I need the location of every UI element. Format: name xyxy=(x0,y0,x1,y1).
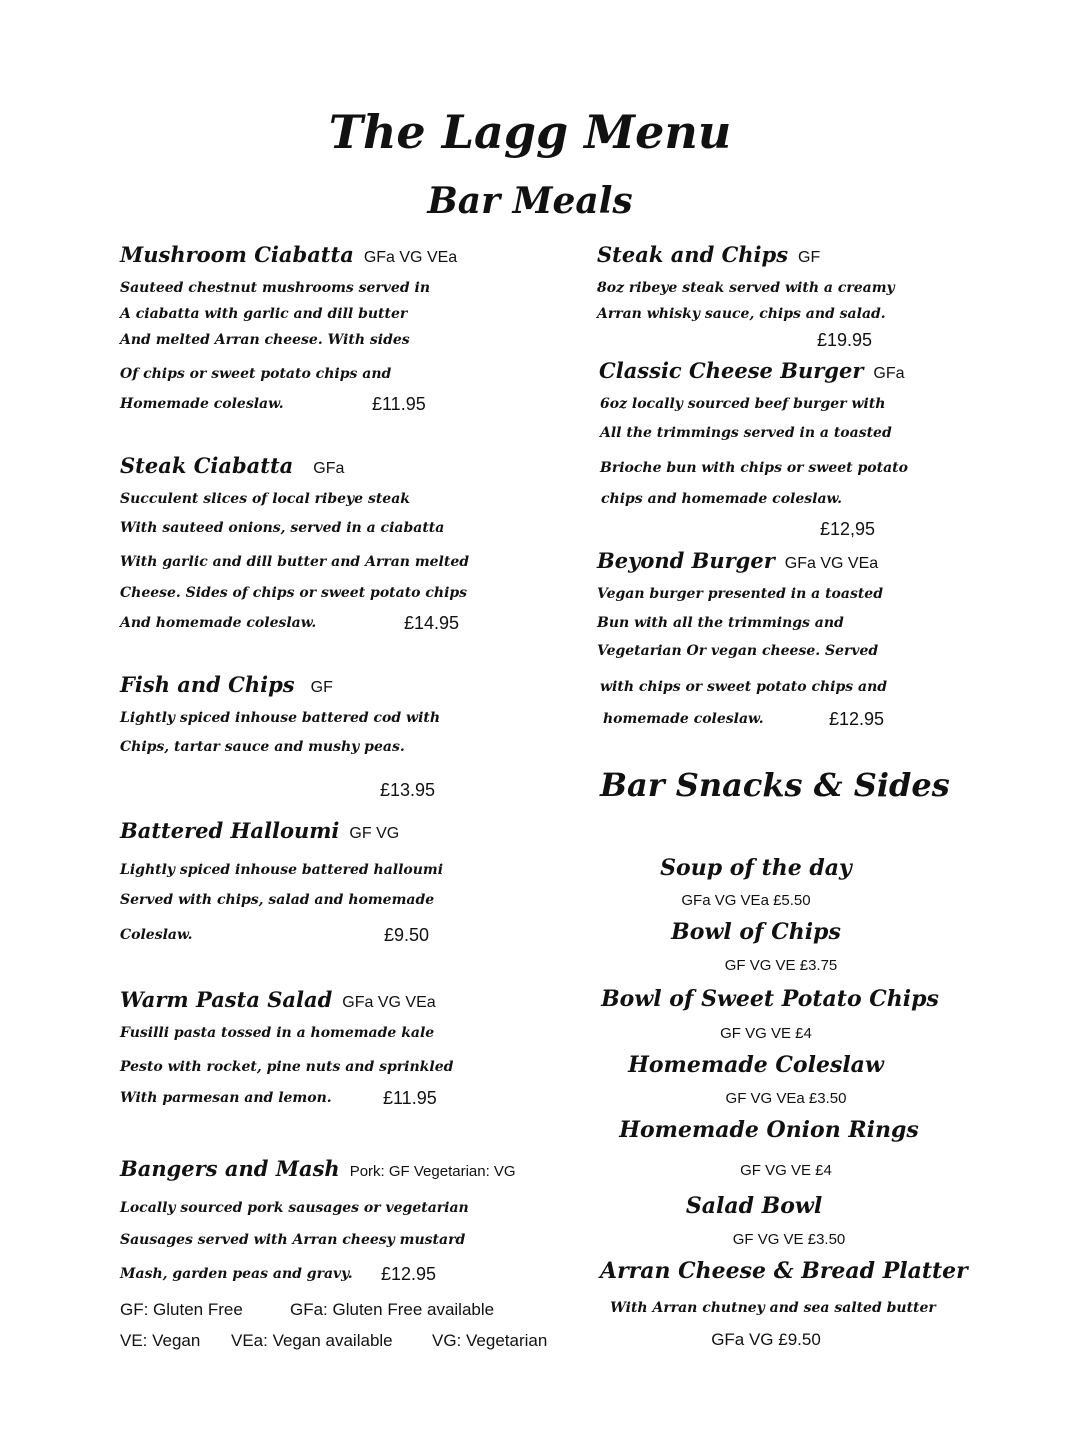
dish-desc-line: Bun with all the trimmings and xyxy=(597,615,844,631)
dish-desc-line: Pesto with rocket, pine nuts and sprinkled xyxy=(120,1059,454,1075)
snack-name: Bowl of Chips xyxy=(671,919,841,945)
dish-name: Bangers and Mash xyxy=(120,1156,340,1181)
legend-vea: VEa: Vegan available xyxy=(231,1331,393,1350)
snack-name: Bowl of Sweet Potato Chips xyxy=(601,986,939,1012)
dish-name: Beyond Burger xyxy=(597,548,775,573)
dish-desc-line: with chips or sweet potato chips and xyxy=(600,679,888,695)
dish-price: £12,95 xyxy=(820,519,876,539)
dish-desc-line: Sauteed chestnut mushrooms served in xyxy=(120,280,431,296)
dish-desc-line: And melted Arran cheese. With sides xyxy=(120,332,410,348)
dish-desc-line: Homemade coleslaw. xyxy=(120,396,284,412)
snack-info: GF VG VE £3.50 xyxy=(732,1231,846,1248)
dish-desc-line: Served with chips, salad and homemade xyxy=(120,892,435,908)
legend-gf: GF: Gluten Free xyxy=(120,1300,243,1319)
dish-tags: GF xyxy=(310,679,333,696)
dish-price: £12.95 xyxy=(829,709,885,729)
dish-title-beyond-burger xyxy=(597,546,878,579)
dish-title-battered-halloumi xyxy=(120,816,399,849)
dish-desc-line: Fusilli pasta tossed in a homemade kale xyxy=(120,1025,435,1041)
legend-gfa: GFa: Gluten Free available xyxy=(290,1300,495,1319)
dish-name: Steak and Chips xyxy=(597,242,789,267)
dish-desc-line: Vegetarian Or vegan cheese. Served xyxy=(597,643,879,659)
dish-desc-line: Cheese. Sides of chips or sweet potato chips xyxy=(120,585,468,601)
dish-title-steak-ciabatta xyxy=(120,451,344,484)
dish-desc-line: With garlic and dill butter and Arran melted xyxy=(120,554,470,570)
dish-tags: GFa VG VEa xyxy=(342,994,436,1011)
dish-tags: Pork: GF Vegetarian: VG xyxy=(349,1163,516,1180)
dish-desc-line: With parmesan and lemon. xyxy=(120,1090,332,1106)
bar-meals-heading: Bar Meals xyxy=(427,180,633,222)
dish-title-warm-pasta-salad xyxy=(120,985,436,1018)
dish-desc-line: Brioche bun with chips or sweet potato xyxy=(600,460,908,476)
dish-name: Classic Cheese Burger xyxy=(599,358,864,383)
dish-desc-line: And homemade coleslaw. xyxy=(120,615,317,631)
dish-desc-line: Coleslaw. xyxy=(120,927,193,943)
menu-title: The Lagg Menu xyxy=(328,105,732,159)
dish-desc-line: Succulent slices of local ribeye steak xyxy=(120,491,410,507)
snack-info: GF VG VE £4 xyxy=(720,1025,812,1042)
dish-price: £13.95 xyxy=(380,780,436,800)
snack-desc: With Arran chutney and sea salted butter xyxy=(610,1300,936,1316)
dish-desc-line: Vegan burger presented in a toasted xyxy=(597,586,884,602)
dish-price: £11.95 xyxy=(372,394,426,414)
dish-title-mushroom-ciabatta xyxy=(120,240,457,273)
dish-desc-line: Arran whisky sauce, chips and salad. xyxy=(597,306,886,322)
dish-desc-line: With sauteed onions, served in a ciabatta xyxy=(120,520,445,536)
dish-name: Warm Pasta Salad xyxy=(120,987,333,1012)
snack-name: Homemade Onion Rings xyxy=(619,1117,919,1143)
dish-desc-line: 6oz locally sourced beef burger with xyxy=(600,396,886,412)
dish-name: Battered Halloumi xyxy=(120,818,340,843)
dish-price: £12.95 xyxy=(381,1264,437,1284)
snack-info: GF VG VEa £3.50 xyxy=(725,1090,847,1107)
dish-title-steak-and-chips xyxy=(597,240,820,273)
dish-title-fish-and-chips xyxy=(120,670,333,703)
dish-tags: GFa xyxy=(313,460,345,477)
snack-info: GF VG VE £4 xyxy=(740,1162,832,1179)
dish-title-classic-cheese-burger xyxy=(599,356,905,389)
snack-name: Soup of the day xyxy=(660,855,852,881)
dish-desc-line: Sausages served with Arran cheesy mustard xyxy=(120,1232,466,1248)
dish-tags: GFa xyxy=(873,365,905,382)
dish-name: Steak Ciabatta xyxy=(120,453,294,478)
legend-ve: VE: Vegan xyxy=(120,1331,201,1350)
dish-name: Mushroom Ciabatta xyxy=(120,242,354,267)
snack-info: GFa VG VEa £5.50 xyxy=(681,892,811,909)
dish-desc-line: Of chips or sweet potato chips and xyxy=(120,366,392,382)
snack-name: Arran Cheese & Bread Platter xyxy=(600,1258,968,1284)
dish-tags: GF VG xyxy=(349,825,400,842)
dish-desc-line: All the trimmings served in a toasted xyxy=(600,425,892,441)
dish-price: £19.95 xyxy=(817,330,873,350)
dish-tags: GFa VG VEa xyxy=(784,555,879,572)
dish-tags: GF xyxy=(798,249,821,266)
dish-desc-line: chips and homemade coleslaw. xyxy=(601,491,843,507)
dish-desc-line: Lightly spiced inhouse battered cod with xyxy=(120,710,441,726)
dish-price: £9.50 xyxy=(384,925,430,945)
snack-info: GFa VG £9.50 xyxy=(711,1330,821,1349)
dish-desc-line: Lightly spiced inhouse battered halloumi xyxy=(120,862,444,878)
snacks-heading: Bar Snacks & Sides xyxy=(600,766,950,804)
dish-name: Fish and Chips xyxy=(120,672,295,697)
dish-price: £14.95 xyxy=(404,613,460,633)
dish-desc-line: Locally sourced pork sausages or vegetarian xyxy=(120,1200,469,1216)
dish-desc-line: homemade coleslaw. xyxy=(603,711,764,727)
dish-desc-line: A ciabatta with garlic and dill butter xyxy=(120,306,408,322)
snack-name: Homemade Coleslaw xyxy=(628,1052,884,1078)
dish-desc-line: 8oz ribeye steak served with a creamy xyxy=(597,280,895,296)
snack-name: Salad Bowl xyxy=(685,1193,823,1219)
dish-desc-line: Mash, garden peas and gravy. xyxy=(120,1266,353,1282)
dish-tags: GFa VG VEa xyxy=(363,249,458,266)
snack-info: GF VG VE £3.75 xyxy=(724,957,838,974)
dish-price: £11.95 xyxy=(383,1088,437,1108)
dish-desc-line: Chips, tartar sauce and mushy peas. xyxy=(120,739,405,755)
legend-vg: VG: Vegetarian xyxy=(432,1331,548,1350)
dish-title-bangers-and-mash xyxy=(120,1154,516,1187)
